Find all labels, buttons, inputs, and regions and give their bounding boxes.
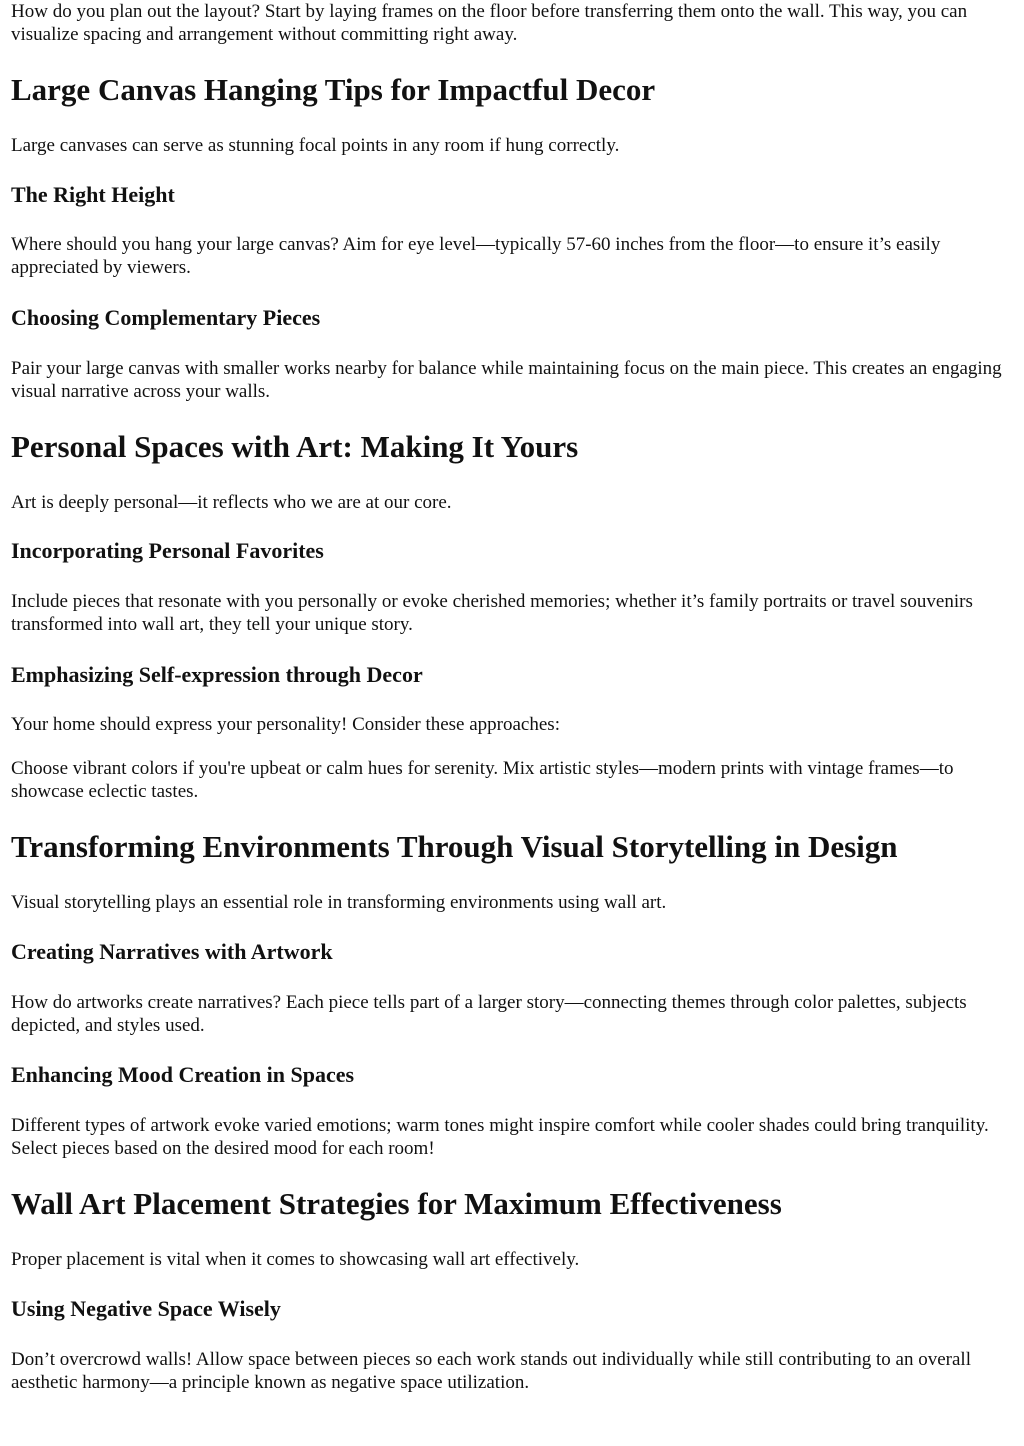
- paragraph: Large canvases can serve as stunning focal points in any room if hung correctly.: [11, 135, 620, 156]
- subheading-narratives: Creating Narratives with Artwork: [11, 939, 333, 964]
- section-heading-placement-strategies: Wall Art Placement Strategies for Maximum Effectiveness: [11, 1186, 782, 1221]
- paragraph: Art is deeply personal—it reflects who we are at our core.: [11, 492, 452, 513]
- paragraph: Don’t overcrowd walls! Allow space between pieces so each work stands out individually while still contributing to an overall aesthetic harmony—a principle known as negative space utilization.: [11, 1349, 971, 1393]
- subheading-personal-favorites: Incorporating Personal Favorites: [11, 538, 324, 563]
- paragraph: Choose vibrant colors if you're upbeat or calm hues for serenity. Mix artistic styles—modern prints with vintage frames—to showcase eclectic tastes.: [11, 758, 954, 802]
- section-heading-personal-spaces: Personal Spaces with Art: Making It Yours: [11, 429, 579, 464]
- subheading-mood-creation: Enhancing Mood Creation in Spaces: [11, 1062, 355, 1087]
- section-heading-visual-storytelling: Transforming Environments Through Visual Storytelling in Design: [11, 829, 898, 864]
- paragraph: Pair your large canvas with smaller works nearby for balance while maintaining focus on the main piece. This creates an engaging visual narrative across your walls.: [11, 358, 1002, 402]
- intro-paragraph: How do you plan out the layout? Start by laying frames on the floor before transferring them onto the wall. This way, you can visualize spacing and arrangement without committing right away.: [11, 1, 968, 45]
- subheading-complementary-pieces: Choosing Complementary Pieces: [11, 305, 321, 330]
- paragraph: Include pieces that resonate with you personally or evoke cherished memories; whether it’s family portraits or travel souvenirs transformed into wall art, they tell your unique story.: [11, 591, 973, 635]
- paragraph: Visual storytelling plays an essential role in transforming environments using wall art.: [11, 892, 667, 913]
- subheading-right-height: The Right Height: [11, 182, 175, 207]
- paragraph: Your home should express your personality! Consider these approaches:: [11, 714, 560, 735]
- paragraph: Proper placement is vital when it comes to showcasing wall art effectively.: [11, 1249, 580, 1270]
- paragraph: Different types of artwork evoke varied emotions; warm tones might inspire comfort while cooler shades could bring tranquility. Select pieces based on the desired mood for each room!: [11, 1115, 989, 1159]
- subheading-self-expression: Emphasizing Self-expression through Decor: [11, 662, 423, 687]
- section-heading-large-canvas: Large Canvas Hanging Tips for Impactful Decor: [11, 72, 656, 107]
- subheading-negative-space: Using Negative Space Wisely: [11, 1296, 281, 1321]
- paragraph: How do artworks create narratives? Each piece tells part of a larger story—connecting themes through color palettes, subjects depicted, and styles used.: [11, 992, 967, 1036]
- paragraph: Where should you hang your large canvas? Aim for eye level—typically 57-60 inches from the floor—to ensure it’s easily appreciated by viewers.: [11, 234, 941, 278]
